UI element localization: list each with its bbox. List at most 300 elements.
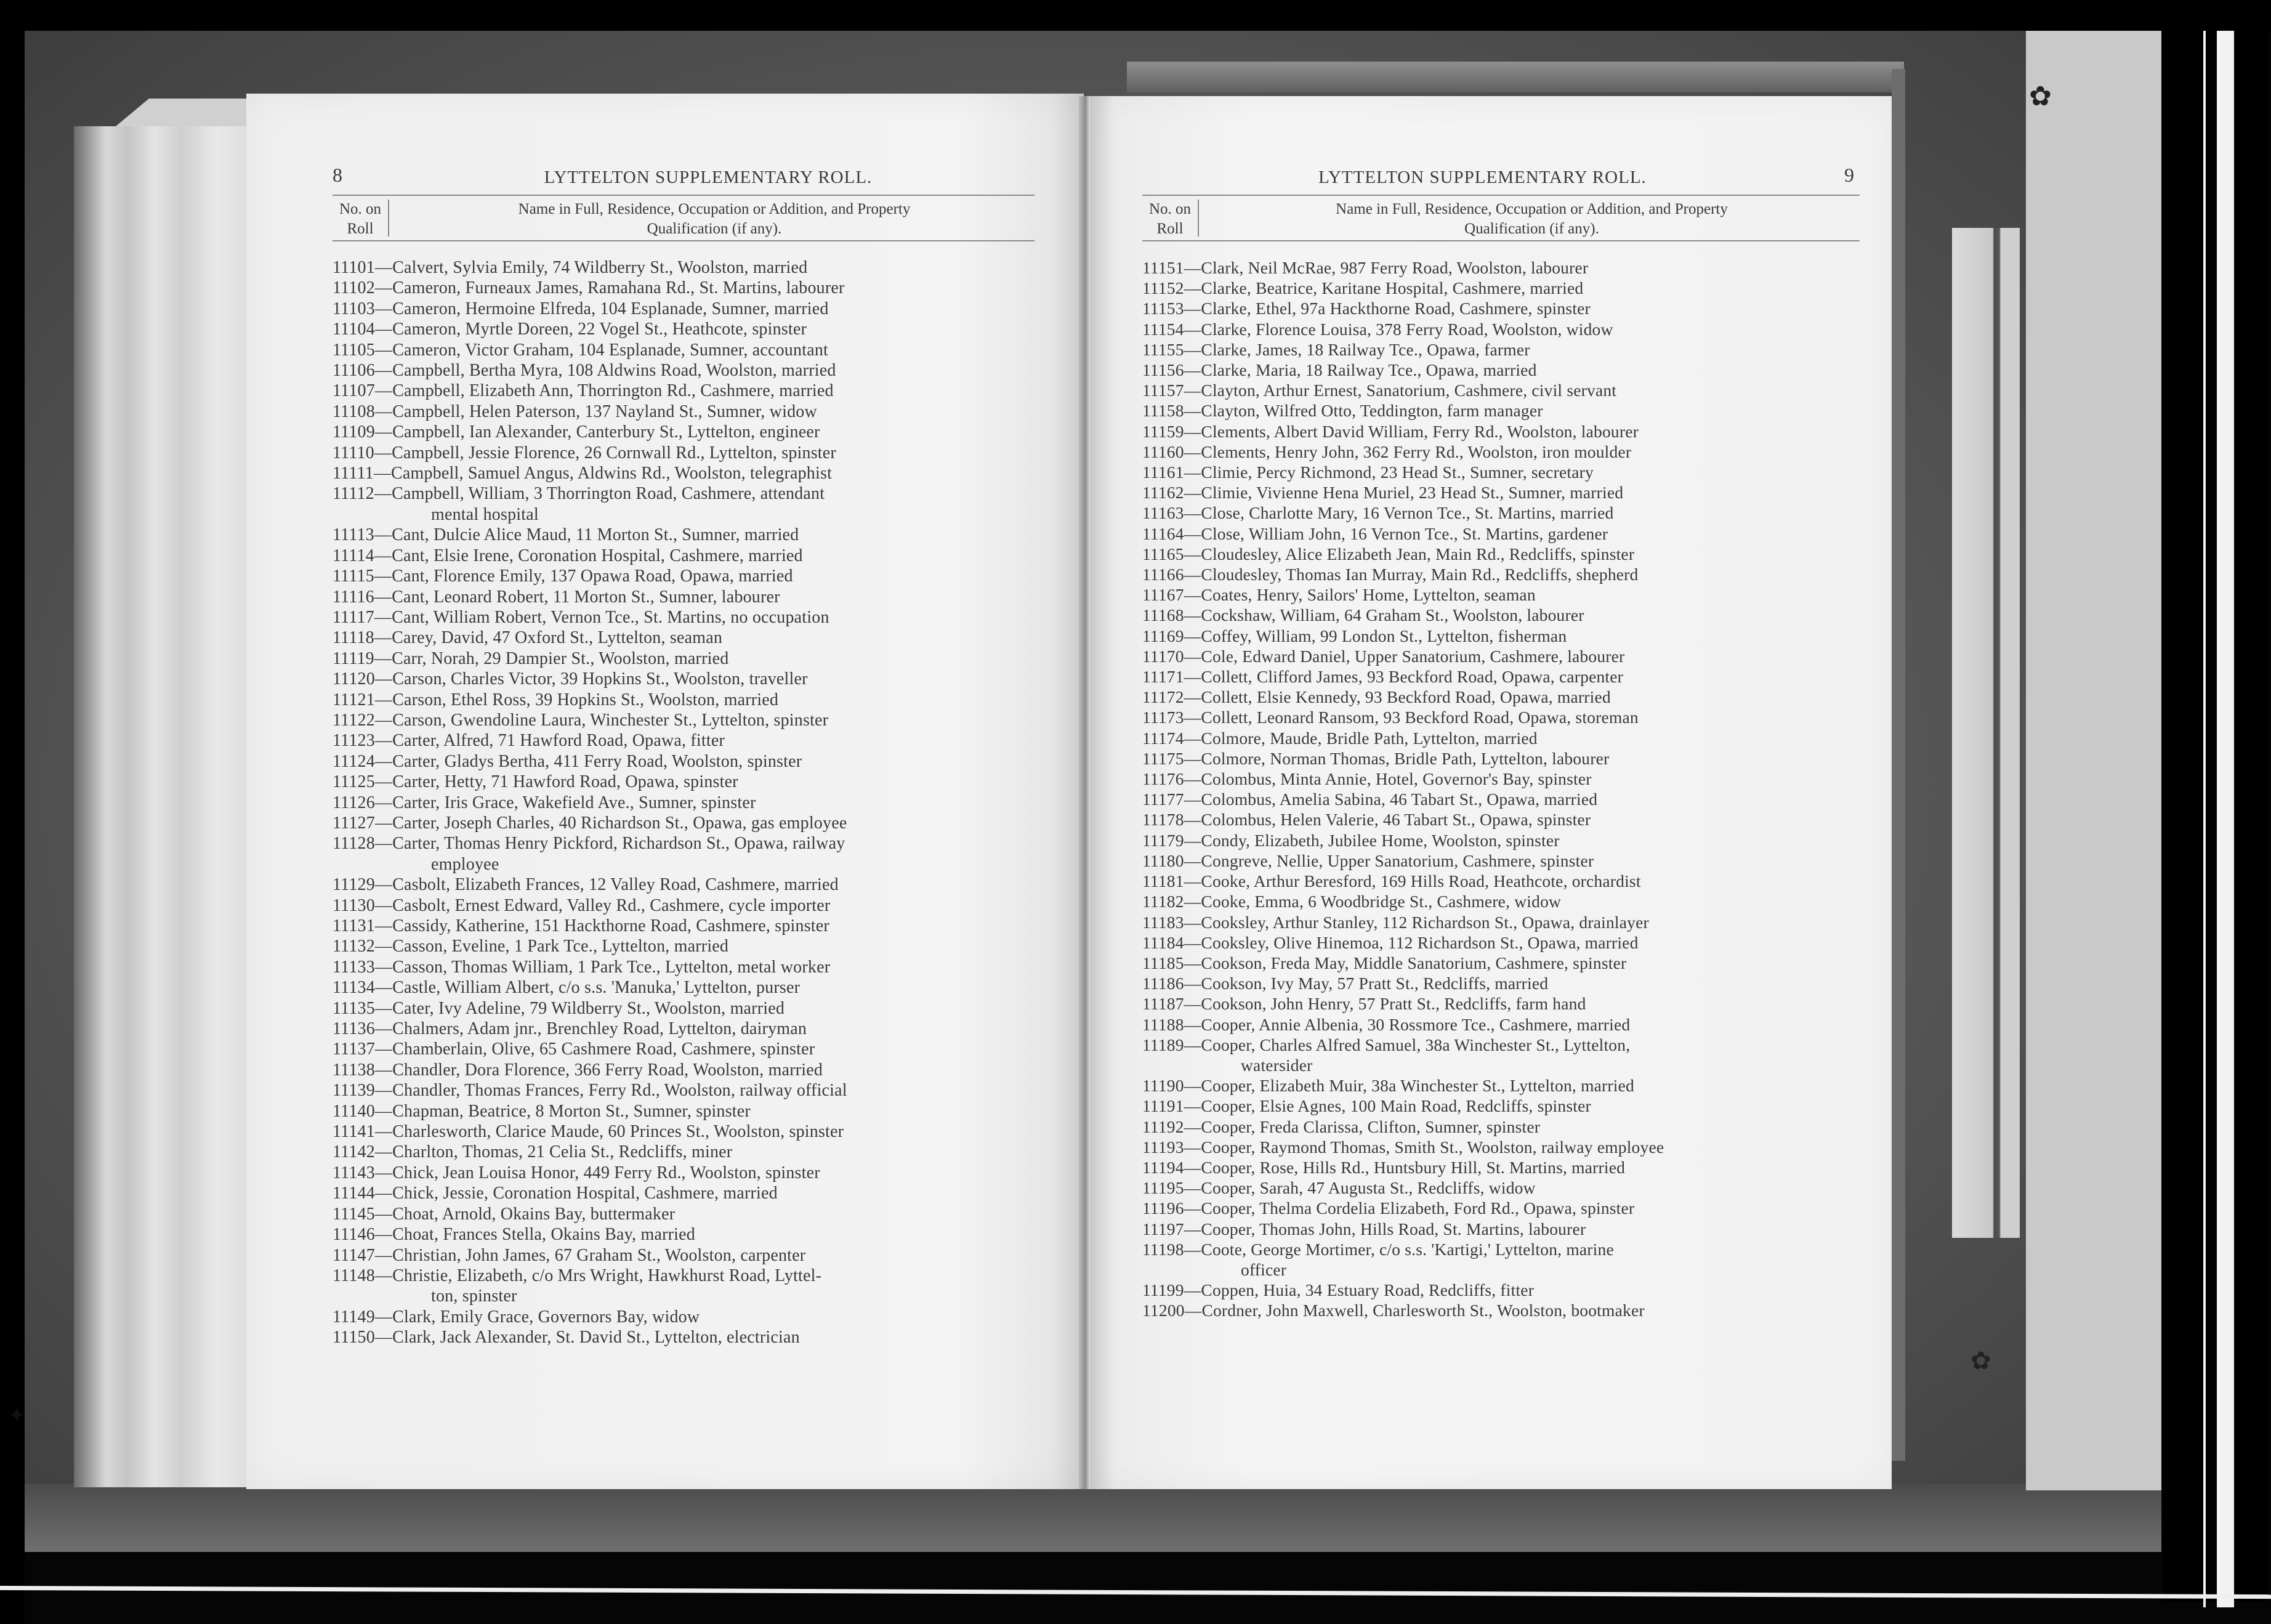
elector-details: Carter, Alfred, 71 Hawford Road, Opawa, fitter bbox=[392, 731, 725, 751]
roll-number: 11101 bbox=[333, 258, 375, 277]
roll-number: 11163 bbox=[1142, 503, 1184, 523]
elector-details: Climie, Percy Richmond, 23 Head St., Sumner, secretary bbox=[1201, 463, 1594, 482]
film-right-white-strip bbox=[2217, 31, 2234, 1607]
elector-details-continued: ton, spinster bbox=[431, 1287, 517, 1306]
roll-entry bbox=[333, 628, 1035, 648]
running-head bbox=[333, 160, 1035, 191]
roll-entry bbox=[333, 1101, 1035, 1121]
elector-details: Colombus, Amelia Sabina, 46 Tabart St., Opawa, married bbox=[1201, 790, 1598, 809]
em-dash: — bbox=[1184, 523, 1201, 543]
em-dash: — bbox=[374, 422, 393, 442]
elector-details: Cameron, Victor Graham, 104 Esplanade, Sumner, accountant bbox=[392, 340, 828, 360]
roll-entry bbox=[333, 525, 1035, 545]
film-bottom-line bbox=[0, 1586, 2271, 1599]
elector-details: Clarke, Maria, 18 Railway Tce., Opawa, married bbox=[1201, 360, 1537, 380]
elector-details: Carson, Charles Victor, 39 Hopkins St., Woolston, traveller bbox=[392, 669, 808, 689]
roll-number: 11172 bbox=[1142, 687, 1184, 707]
elector-details: Chalmers, Adam jnr., Brenchley Road, Lyttelton, dairyman bbox=[392, 1019, 807, 1039]
em-dash: — bbox=[374, 998, 393, 1018]
running-head-title: LYTTELTON SUPPLEMENTARY ROLL. bbox=[544, 168, 873, 187]
em-dash: — bbox=[1184, 1157, 1201, 1177]
roll-entry bbox=[1142, 380, 1860, 400]
elector-details: Clements, Henry John, 362 Ferry Rd., Woolston, iron moulder bbox=[1201, 442, 1632, 461]
roll-entry bbox=[1142, 319, 1860, 339]
elector-details: Casbolt, Elizabeth Frances, 12 Valley Road, Cashmere, married bbox=[392, 875, 839, 895]
roll-number: 11139 bbox=[333, 1081, 375, 1101]
roll-number: 11107 bbox=[333, 381, 375, 401]
film-right-thin-line bbox=[2203, 31, 2206, 1607]
em-dash: — bbox=[374, 957, 393, 977]
em-dash: — bbox=[374, 1101, 393, 1121]
roll-entry bbox=[1142, 1137, 1860, 1157]
em-dash: — bbox=[1184, 892, 1201, 911]
roll-entry bbox=[1142, 891, 1860, 911]
roll-entry bbox=[333, 1327, 1035, 1347]
roll-entry bbox=[1142, 503, 1860, 523]
roll-entry bbox=[1142, 728, 1860, 748]
elector-details: Close, William John, 16 Vernon Tce., St. Martins, gardener bbox=[1201, 523, 1608, 543]
roll-number: 11138 bbox=[333, 1060, 375, 1080]
em-dash: — bbox=[374, 1122, 393, 1142]
roll-number: 11162 bbox=[1142, 483, 1184, 503]
elector-details: Cooper, Charles Alfred Samuel, 38a Winchester St., Lyttelton, bbox=[1201, 1035, 1631, 1054]
roll-number: 11149 bbox=[333, 1307, 375, 1327]
roll-entry bbox=[1142, 953, 1860, 973]
em-dash: — bbox=[1184, 974, 1201, 993]
roll-number: 11132 bbox=[333, 937, 375, 956]
roll-entry bbox=[1142, 666, 1860, 687]
elector-details-continued: employee bbox=[431, 854, 499, 874]
em-dash: — bbox=[374, 1142, 393, 1162]
roll-number: 11144 bbox=[333, 1184, 375, 1203]
roll-number: 11153 bbox=[1142, 299, 1184, 318]
elector-details: Christian, John James, 67 Graham St., Woolston, carpenter bbox=[392, 1245, 806, 1265]
elector-details-continued: watersider bbox=[1241, 1055, 1313, 1075]
elector-details: Cameron, Myrtle Doreen, 22 Vogel St., Heathcote, spinster bbox=[392, 320, 807, 339]
em-dash: — bbox=[374, 567, 392, 586]
roll-number: 11113 bbox=[333, 525, 374, 545]
roll-entry bbox=[333, 1060, 1035, 1080]
fleuron-ornament-icon: ✿ bbox=[2029, 81, 2052, 111]
em-dash: — bbox=[374, 1163, 393, 1182]
elector-details: Clarke, Beatrice, Karitane Hospital, Cashmere, married bbox=[1201, 278, 1584, 298]
elector-details: Carter, Joseph Charles, 40 Richardson St., Opawa, gas employee bbox=[392, 813, 847, 833]
em-dash: — bbox=[1184, 503, 1201, 523]
em-dash: — bbox=[374, 484, 392, 504]
em-dash: — bbox=[374, 1204, 393, 1224]
column-header-number bbox=[333, 200, 389, 236]
roll-number: 11174 bbox=[1142, 728, 1184, 748]
roll-number: 11173 bbox=[1142, 708, 1184, 727]
em-dash: — bbox=[374, 648, 392, 668]
roll-entry bbox=[1142, 298, 1860, 318]
elector-details: Clark, Emily Grace, Governors Bay, widow bbox=[392, 1307, 700, 1327]
elector-details: Campbell, Jessie Florence, 26 Cornwall Rd., Lyttelton, spinster bbox=[392, 443, 836, 463]
roll-entry bbox=[1142, 769, 1860, 789]
roll-number: 11142 bbox=[333, 1142, 375, 1162]
elector-details: Cooper, Raymond Thomas, Smith St., Woolston, railway employee bbox=[1201, 1137, 1664, 1157]
em-dash: — bbox=[374, 895, 393, 915]
roll-number: 11171 bbox=[1142, 667, 1184, 687]
roll-number: 11119 bbox=[333, 648, 374, 668]
roll-entry bbox=[333, 1183, 1035, 1203]
roll-entry bbox=[333, 1245, 1035, 1266]
em-dash: — bbox=[374, 443, 392, 463]
roll-entry bbox=[1142, 339, 1860, 360]
roll-entry bbox=[333, 751, 1035, 772]
em-dash: — bbox=[1184, 850, 1201, 870]
book-gutter bbox=[1079, 96, 1090, 1489]
em-dash: — bbox=[1184, 994, 1201, 1014]
em-dash: — bbox=[1184, 687, 1201, 707]
roll-number: 11141 bbox=[333, 1122, 375, 1142]
running-head-title: LYTTELTON SUPPLEMENTARY ROLL. bbox=[1318, 168, 1647, 187]
roll-entry bbox=[1142, 850, 1860, 871]
fleuron-ornament-icon: ✦ bbox=[7, 1403, 26, 1428]
roll-number: 11151 bbox=[1142, 258, 1184, 277]
em-dash: — bbox=[374, 381, 393, 401]
roll-number: 11110 bbox=[333, 443, 374, 463]
elector-details: Cloudesley, Alice Elizabeth Jean, Main Rd., Redcliffs, spinster bbox=[1201, 544, 1635, 564]
elector-details: Casson, Eveline, 1 Park Tce., Lyttelton, married bbox=[392, 937, 729, 956]
em-dash: — bbox=[1184, 708, 1201, 727]
elector-details: Colmore, Norman Thomas, Bridle Path, Lyttelton, labourer bbox=[1201, 748, 1610, 768]
roll-number: 11131 bbox=[333, 916, 375, 935]
elector-details: Casbolt, Ernest Edward, Valley Rd., Cashmere, cycle importer bbox=[392, 895, 831, 915]
em-dash: — bbox=[374, 1060, 393, 1080]
roll-entry bbox=[333, 422, 1035, 442]
page-number: 9 bbox=[1844, 164, 1855, 186]
elector-details: Cant, William Robert, Vernon Tce., St. Martins, no occupation bbox=[392, 607, 829, 627]
roll-entry bbox=[333, 1204, 1035, 1224]
roll-entry bbox=[1142, 442, 1860, 462]
elector-details: Charlesworth, Clarice Maude, 60 Princes St., Woolston, spinster bbox=[392, 1122, 844, 1142]
roll-entry bbox=[333, 257, 1035, 278]
elector-details: Chandler, Dora Florence, 366 Ferry Road, Woolston, married bbox=[392, 1060, 823, 1080]
roll-number: 11140 bbox=[333, 1101, 375, 1121]
em-dash: — bbox=[1184, 319, 1201, 339]
em-dash: — bbox=[1184, 339, 1201, 359]
roll-entry bbox=[1142, 993, 1860, 1014]
roll-entry bbox=[1142, 1075, 1860, 1096]
em-dash: — bbox=[1184, 830, 1201, 850]
roll-entry bbox=[1142, 973, 1860, 993]
roll-number: 11193 bbox=[1142, 1137, 1184, 1157]
roll-entry bbox=[1142, 646, 1860, 666]
elector-details: Campbell, Samuel Angus, Aldwins Rd., Woolston, telegraphist bbox=[391, 464, 833, 483]
roll-number: 11180 bbox=[1142, 850, 1184, 870]
roll-entry bbox=[333, 813, 1035, 833]
header-name-line2: Qualification (if any). bbox=[647, 220, 782, 237]
roll-entry bbox=[1142, 544, 1860, 564]
em-dash: — bbox=[1184, 1178, 1201, 1198]
elector-details: Clarke, James, 18 Railway Tce., Opawa, farmer bbox=[1201, 339, 1530, 359]
right-page-content bbox=[1142, 160, 1860, 1321]
column-header-name bbox=[1204, 200, 1860, 239]
elector-details: Coffey, William, 99 London St., Lyttelton, fisherman bbox=[1201, 626, 1567, 645]
elector-details: Cloudesley, Thomas Ian Murray, Main Rd., Redcliffs, shepherd bbox=[1201, 565, 1639, 584]
elector-details: Campbell, Helen Paterson, 137 Nayland St., Sumner, widow bbox=[392, 402, 817, 421]
roll-entry bbox=[1142, 871, 1860, 891]
roll-number: 11134 bbox=[333, 978, 375, 998]
elector-details: Collett, Elsie Kennedy, 93 Beckford Road, Opawa, married bbox=[1201, 687, 1611, 707]
roll-entry bbox=[1142, 360, 1860, 380]
elector-details: Charlton, Thomas, 21 Celia St., Redcliffs, miner bbox=[392, 1142, 733, 1162]
roll-number: 11165 bbox=[1142, 544, 1184, 564]
roll-entry bbox=[333, 319, 1035, 339]
em-dash: — bbox=[374, 546, 392, 565]
roll-entry bbox=[333, 607, 1035, 628]
page-number: 8 bbox=[333, 164, 343, 186]
elector-details: Cooper, Rose, Hills Rd., Huntsbury Hill, St. Martins, married bbox=[1201, 1157, 1626, 1177]
roll-number: 11158 bbox=[1142, 401, 1184, 421]
roll-entry bbox=[333, 381, 1035, 401]
roll-entry bbox=[1142, 1014, 1860, 1035]
roll-number: 11157 bbox=[1142, 381, 1184, 400]
film-border-right bbox=[2163, 25, 2267, 1601]
em-dash: — bbox=[374, 731, 393, 751]
em-dash: — bbox=[1184, 1137, 1201, 1157]
em-dash: — bbox=[1184, 1219, 1201, 1238]
roll-number: 11170 bbox=[1142, 646, 1184, 666]
elector-details: Clayton, Wilfred Otto, Teddington, farm manager bbox=[1201, 401, 1543, 421]
roll-entry bbox=[333, 360, 1035, 381]
roll-entry bbox=[333, 957, 1035, 977]
roll-number: 11195 bbox=[1142, 1178, 1184, 1198]
em-dash: — bbox=[374, 361, 393, 381]
elector-details: Condy, Elizabeth, Jubilee Home, Woolston, spinster bbox=[1201, 830, 1560, 850]
em-dash: — bbox=[374, 772, 393, 792]
elector-details: Cookson, John Henry, 57 Pratt St., Redcliffs, farm hand bbox=[1201, 994, 1586, 1014]
em-dash: — bbox=[374, 1081, 393, 1101]
roll-entries-right bbox=[1142, 257, 1860, 1321]
em-dash: — bbox=[374, 278, 393, 298]
roll-entry bbox=[333, 1019, 1035, 1039]
elector-details: Cant, Leonard Robert, 11 Morton St., Sumner, labourer bbox=[392, 587, 780, 607]
em-dash: — bbox=[374, 937, 393, 956]
roll-entry bbox=[333, 895, 1035, 916]
roll-number: 11185 bbox=[1142, 953, 1184, 972]
roll-number: 11150 bbox=[333, 1328, 375, 1347]
roll-entry bbox=[333, 278, 1035, 298]
em-dash: — bbox=[1184, 565, 1201, 584]
elector-details-continued: mental hospital bbox=[431, 504, 539, 524]
elector-details: Colombus, Helen Valerie, 46 Tabart St., Opawa, spinster bbox=[1201, 810, 1591, 830]
elector-details: Carter, Hetty, 71 Hawford Road, Opawa, spinster bbox=[392, 772, 738, 792]
book-cover-bottom-edge bbox=[25, 1484, 2161, 1552]
em-dash: — bbox=[1184, 1301, 1202, 1320]
elector-details: Chandler, Thomas Frances, Ferry Rd., Woolston, railway official bbox=[392, 1081, 847, 1101]
roll-number: 11179 bbox=[1142, 830, 1184, 850]
roll-number: 11169 bbox=[1142, 626, 1184, 645]
elector-details: Casson, Thomas William, 1 Park Tce., Lyttelton, metal worker bbox=[392, 957, 831, 977]
roll-number: 11116 bbox=[333, 587, 374, 607]
roll-entry bbox=[1142, 809, 1860, 830]
em-dash: — bbox=[374, 669, 393, 689]
em-dash: — bbox=[1184, 299, 1201, 318]
em-dash: — bbox=[374, 1184, 393, 1203]
em-dash: — bbox=[374, 916, 393, 935]
roll-entry bbox=[333, 402, 1035, 422]
em-dash: — bbox=[1184, 605, 1201, 625]
roll-number: 11155 bbox=[1142, 339, 1184, 359]
em-dash: — bbox=[1184, 626, 1201, 645]
em-dash: — bbox=[374, 1266, 393, 1285]
roll-entry bbox=[333, 566, 1035, 586]
roll-number: 11177 bbox=[1142, 790, 1184, 809]
roll-entry bbox=[1142, 830, 1860, 850]
elector-details: Christie, Elizabeth, c/o Mrs Wright, Hawkhurst Road, Lyttel- bbox=[392, 1266, 822, 1285]
em-dash: — bbox=[1184, 728, 1201, 748]
roll-number: 11200 bbox=[1142, 1301, 1185, 1320]
elector-details: Castle, William Albert, c/o s.s. 'Manuka,' Lyttelton, purser bbox=[392, 978, 801, 998]
roll-entry bbox=[333, 875, 1035, 895]
elector-details: Coppen, Huia, 34 Estuary Road, Redcliffs, fitter bbox=[1201, 1280, 1535, 1300]
em-dash: — bbox=[1184, 932, 1201, 952]
elector-details: Cater, Ivy Adeline, 79 Wildberry St., Woolston, married bbox=[392, 998, 785, 1018]
elector-details: Congreve, Nellie, Upper Sanatorium, Cashmere, spinster bbox=[1201, 850, 1594, 870]
roll-number: 11102 bbox=[333, 278, 375, 298]
em-dash: — bbox=[1184, 748, 1201, 768]
page-stack-edge bbox=[74, 126, 252, 1487]
roll-number: 11103 bbox=[333, 299, 375, 318]
elector-details: Cooper, Elizabeth Muir, 38a Winchester St., Lyttelton, married bbox=[1201, 1076, 1634, 1096]
elector-details: Cant, Elsie Irene, Coronation Hospital, Cashmere, married bbox=[392, 546, 803, 565]
elector-details: Cooke, Emma, 6 Woodbridge St., Cashmere, widow bbox=[1201, 892, 1562, 911]
em-dash: — bbox=[374, 1307, 393, 1327]
elector-details: Clayton, Arthur Ernest, Sanatorium, Cashmere, civil servant bbox=[1201, 381, 1617, 400]
em-dash: — bbox=[1184, 953, 1201, 972]
elector-details: Cole, Edward Daniel, Upper Sanatorium, Cashmere, labourer bbox=[1201, 646, 1625, 666]
elector-details: Clements, Albert David William, Ferry Rd., Woolston, labourer bbox=[1201, 421, 1639, 441]
roll-entry bbox=[1142, 1157, 1860, 1178]
elector-details: Cookson, Freda May, Middle Sanatorium, Cashmere, spinster bbox=[1201, 953, 1627, 972]
roll-number: 11130 bbox=[333, 895, 375, 915]
elector-details: Cooksley, Arthur Stanley, 112 Richardson St., Opawa, drainlayer bbox=[1201, 912, 1649, 932]
elector-details: Collett, Clifford James, 93 Beckford Road, Opawa, carpenter bbox=[1201, 667, 1624, 687]
header-name-line1: Name in Full, Residence, Occupation or Addition, and Property bbox=[1336, 201, 1728, 217]
roll-entry bbox=[1142, 1198, 1860, 1218]
em-dash: — bbox=[374, 875, 393, 895]
elector-details: Chapman, Beatrice, 8 Morton St., Sumner, spinster bbox=[392, 1101, 751, 1121]
elector-details: Cookson, Ivy May, 57 Pratt St., Redcliffs, married bbox=[1201, 974, 1549, 993]
roll-entry bbox=[333, 1039, 1035, 1059]
roll-number: 11197 bbox=[1142, 1219, 1184, 1238]
roll-number: 11128 bbox=[333, 834, 375, 854]
em-dash: — bbox=[374, 834, 393, 854]
roll-number: 11159 bbox=[1142, 421, 1184, 441]
roll-entry bbox=[333, 710, 1035, 730]
page-flap-edge bbox=[1952, 228, 2020, 1238]
elector-details: Collett, Leonard Ransom, 93 Beckford Road, Opawa, storeman bbox=[1201, 708, 1639, 727]
em-dash: — bbox=[1184, 442, 1201, 461]
elector-details: Carter, Thomas Henry Pickford, Richardson St., Opawa, railway bbox=[392, 834, 845, 854]
elector-details: Chick, Jessie, Coronation Hospital, Cashmere, married bbox=[392, 1184, 778, 1203]
roll-entry bbox=[333, 443, 1035, 463]
roll-entry bbox=[1142, 789, 1860, 809]
running-head bbox=[1142, 160, 1860, 191]
elector-details: Cant, Florence Emily, 137 Opawa Road, Opawa, married bbox=[392, 567, 793, 586]
left-page-content bbox=[333, 160, 1035, 1348]
elector-details: Campbell, Bertha Myra, 108 Aldwins Road, Woolston, married bbox=[392, 361, 836, 381]
header-no-line1: No. on bbox=[1148, 201, 1192, 217]
em-dash: — bbox=[374, 793, 393, 812]
em-dash: — bbox=[1184, 421, 1201, 441]
em-dash: — bbox=[1184, 1035, 1201, 1054]
roll-number: 11123 bbox=[333, 731, 375, 751]
roll-entry bbox=[333, 648, 1035, 669]
elector-details: Cockshaw, William, 64 Graham St., Woolston, labourer bbox=[1201, 605, 1584, 625]
roll-entry bbox=[1142, 257, 1860, 278]
roll-entry bbox=[1142, 605, 1860, 625]
elector-details: Clarke, Ethel, 97a Hackthorne Road, Cashmere, spinster bbox=[1201, 299, 1591, 318]
roll-number: 11196 bbox=[1142, 1198, 1184, 1218]
roll-entry bbox=[1142, 523, 1860, 544]
em-dash: — bbox=[1184, 1280, 1201, 1300]
em-dash: — bbox=[374, 1328, 393, 1347]
elector-details: Cameron, Hermoine Elfreda, 104 Esplanade, Sumner, married bbox=[392, 299, 829, 318]
roll-number: 11175 bbox=[1142, 748, 1184, 768]
roll-entry bbox=[1142, 421, 1860, 442]
em-dash: — bbox=[1184, 790, 1201, 809]
elector-details: Carter, Iris Grace, Wakefield Ave., Sumner, spinster bbox=[392, 793, 756, 812]
em-dash: — bbox=[1184, 258, 1201, 277]
elector-details: Cooper, Thelma Cordelia Elizabeth, Ford Rd., Opawa, spinster bbox=[1201, 1198, 1635, 1218]
roll-number: 11133 bbox=[333, 957, 375, 977]
roll-entry bbox=[1142, 1096, 1860, 1116]
roll-number: 11122 bbox=[333, 710, 375, 730]
roll-number: 11118 bbox=[333, 628, 374, 648]
roll-number: 11108 bbox=[333, 402, 375, 421]
em-dash: — bbox=[1184, 544, 1201, 564]
elector-details: Chamberlain, Olive, 65 Cashmere Road, Cashmere, spinster bbox=[392, 1040, 815, 1059]
elector-details: Clark, Neil McRae, 987 Ferry Road, Woolston, labourer bbox=[1201, 258, 1589, 277]
elector-details: Cassidy, Katherine, 151 Hackthorne Road, Cashmere, spinster bbox=[392, 916, 829, 935]
roll-number: 11199 bbox=[1142, 1280, 1184, 1300]
em-dash: — bbox=[1184, 1198, 1201, 1218]
elector-details: Clark, Jack Alexander, St. David St., Lyttelton, electrician bbox=[392, 1328, 800, 1347]
roll-number: 11189 bbox=[1142, 1035, 1184, 1054]
roll-number: 11120 bbox=[333, 669, 375, 689]
elector-details: Cant, Dulcie Alice Maud, 11 Morton St., Sumner, married bbox=[392, 525, 799, 545]
elector-details: Carr, Norah, 29 Dampier St., Woolston, married bbox=[392, 648, 729, 668]
em-dash: — bbox=[374, 1245, 393, 1265]
roll-entry bbox=[1142, 912, 1860, 932]
header-no-line1: No. on bbox=[339, 201, 382, 217]
roll-entry bbox=[1142, 707, 1860, 727]
em-dash: — bbox=[374, 299, 393, 318]
roll-number: 11160 bbox=[1142, 442, 1184, 461]
elector-details: Cordner, John Maxwell, Charlesworth St., Woolston, bootmaker bbox=[1201, 1301, 1645, 1320]
roll-entry bbox=[1142, 482, 1860, 503]
em-dash: — bbox=[374, 710, 393, 730]
roll-number: 11125 bbox=[333, 772, 375, 792]
elector-details: Cooper, Elsie Agnes, 100 Main Road, Redcliffs, spinster bbox=[1201, 1096, 1591, 1116]
roll-number: 11187 bbox=[1142, 994, 1184, 1014]
em-dash: — bbox=[1184, 871, 1201, 891]
roll-entry bbox=[333, 483, 1035, 525]
roll-entry bbox=[333, 793, 1035, 813]
roll-entry bbox=[333, 1121, 1035, 1142]
roll-number: 11115 bbox=[333, 567, 374, 586]
roll-number: 11194 bbox=[1142, 1157, 1184, 1177]
roll-entry bbox=[1142, 1239, 1860, 1280]
elector-details: Coote, George Mortimer, c/o s.s. 'Kartigi,' Lyttelton, marine bbox=[1201, 1239, 1614, 1259]
roll-entry bbox=[333, 1224, 1035, 1245]
roll-number: 11143 bbox=[333, 1163, 375, 1182]
roll-number: 11112 bbox=[333, 484, 374, 504]
roll-entry bbox=[333, 690, 1035, 710]
